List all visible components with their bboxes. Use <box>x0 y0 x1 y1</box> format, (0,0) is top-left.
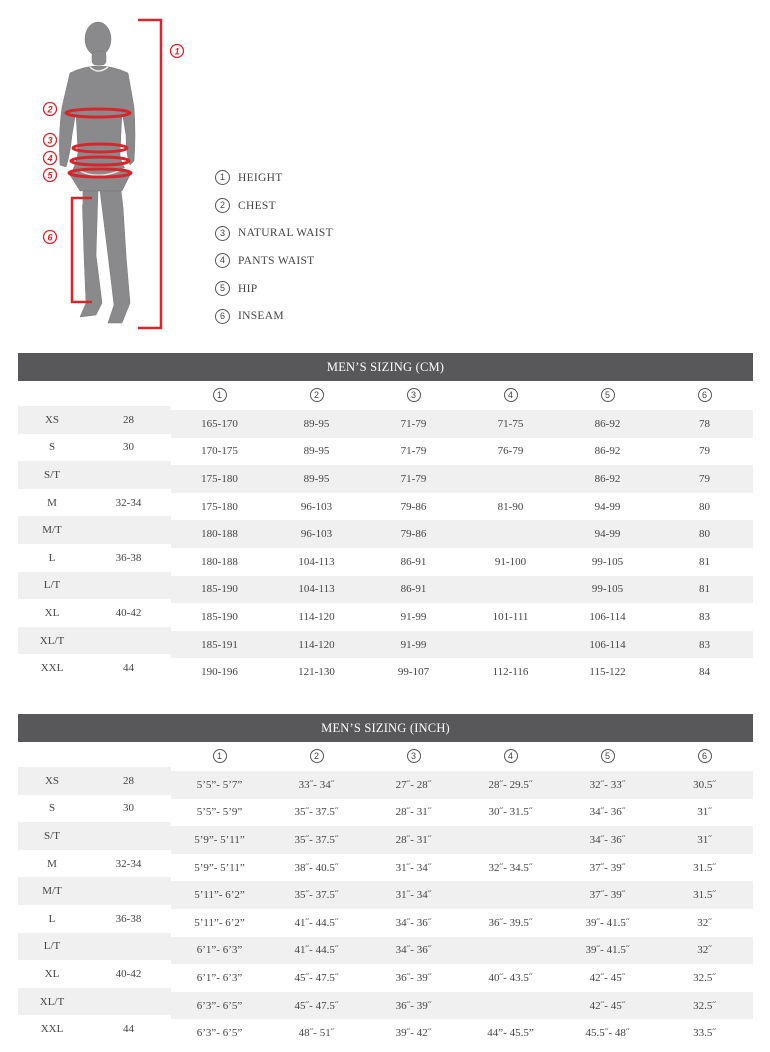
measurement-cell: 45.5˝- 48˝ <box>585 1027 630 1040</box>
column-header <box>462 381 559 409</box>
sizing-table-cm <box>18 353 753 685</box>
table-row <box>18 991 753 1019</box>
measurement-cell: 114-120 <box>298 610 335 623</box>
measurement-cell: 106-114 <box>559 631 656 659</box>
size-cell: S/T <box>18 461 86 489</box>
measurement-cell: 40˝- 43.5˝ <box>488 971 533 984</box>
legend-item-chest <box>215 192 333 220</box>
size-cell: M <box>47 496 57 509</box>
measurement-cell: 28˝- 31˝ <box>395 806 432 819</box>
measurement-cell: 39˝- 42˝ <box>395 1027 432 1040</box>
table-title: MEN’S SIZING (CM) <box>18 353 753 381</box>
measurement-cell: 32.5˝ <box>693 971 716 984</box>
column-number-badge: 2 <box>310 388 324 402</box>
measurement-cell: 91-99 <box>400 610 427 623</box>
waist-size-cell: 40-42 <box>115 606 142 619</box>
measurement-cell: 31˝ <box>656 826 753 854</box>
measurement-cell: 39˝- 41.5˝ <box>585 916 630 929</box>
measurement-cell: 30˝- 31.5˝ <box>488 806 533 819</box>
measurement-cell: 170-175 <box>201 445 238 458</box>
column-number-badge: 6 <box>698 749 712 763</box>
measurement-cell: 39˝- 41.5˝ <box>559 937 656 965</box>
figure-marker-2: 2 <box>47 104 53 115</box>
table-row <box>18 630 753 658</box>
measurement-cell <box>462 881 559 909</box>
legend-number: 5 <box>215 281 230 296</box>
measurement-cell: 86-92 <box>559 410 656 438</box>
column-header <box>559 742 656 770</box>
measurement-cell: 31.5˝ <box>693 861 716 874</box>
measurement-cell: 32˝- 33˝ <box>559 771 656 799</box>
table-row <box>18 437 753 465</box>
table-row <box>18 492 753 520</box>
column-header <box>656 381 753 409</box>
legend-number: 1 <box>215 170 230 185</box>
measurement-cell: 104-113 <box>298 555 335 568</box>
table-row <box>18 908 753 936</box>
measurement-cell: 94-99 <box>594 500 621 513</box>
measurement-cell: 121-130 <box>298 666 335 679</box>
measurement-cell: 27˝- 28˝ <box>365 771 462 799</box>
size-cell: L <box>48 551 56 564</box>
size-cell: M/T <box>18 877 86 905</box>
measurement-cell: 32˝ <box>656 937 753 965</box>
size-cell: XL <box>44 967 60 980</box>
measurement-cell: 44”- 45.5” <box>487 1027 534 1040</box>
figure-marker-1: 1 <box>174 46 180 57</box>
measurement-cell: 31˝- 34˝ <box>365 881 462 909</box>
measurement-legend <box>215 164 333 330</box>
measurement-cell: 5’11”- 6’2” <box>194 916 245 929</box>
table-row <box>18 409 753 437</box>
column-header <box>656 742 753 770</box>
column-number-badge: 1 <box>213 749 227 763</box>
measurement-cell: 35˝- 37.5˝ <box>294 806 339 819</box>
measurement-cell: 99-107 <box>397 666 430 679</box>
waist-size-cell <box>86 933 171 961</box>
measurement-cell: 114-120 <box>268 631 365 659</box>
column-number-badge: 3 <box>407 749 421 763</box>
size-cell: L/T <box>18 933 86 961</box>
column-header <box>559 381 656 409</box>
measurement-cell: 41˝- 44.5˝ <box>294 916 339 929</box>
measurement-cell: 79-86 <box>365 520 462 548</box>
measurement-cell: 78 <box>656 410 753 438</box>
size-cell: XS <box>18 406 86 434</box>
measurement-cell: 5’9”- 5’11” <box>171 826 268 854</box>
size-cell: M/T <box>18 516 86 544</box>
measurement-cell: 6’3”- 6’5” <box>196 1027 243 1040</box>
table-row <box>18 853 753 881</box>
column-number-badge: 5 <box>601 388 615 402</box>
column-header <box>365 742 462 770</box>
measurement-cell: 89-95 <box>268 465 365 493</box>
measurement-cell: 37˝- 39˝ <box>589 861 626 874</box>
waist-size-cell: 44 <box>123 1023 134 1036</box>
measurement-cell: 34˝- 36˝ <box>589 806 626 819</box>
figure-marker-6: 6 <box>47 232 53 243</box>
measurement-cell <box>462 826 559 854</box>
measurement-cell <box>462 576 559 604</box>
legend-label: NATURAL WAIST <box>238 227 333 240</box>
size-cell: XXL <box>40 1023 64 1036</box>
measurement-cell: 31˝ <box>697 806 712 819</box>
measurement-cell: 48˝- 51˝ <box>298 1027 335 1040</box>
figure-marker-4: 4 <box>47 153 53 164</box>
measurement-cell: 185-191 <box>171 631 268 659</box>
legend-item-pants-waist <box>215 247 333 275</box>
size-cell: M <box>47 857 57 870</box>
measurement-cell: 34˝- 36˝ <box>559 826 656 854</box>
column-header <box>268 742 365 770</box>
table-row <box>18 602 753 630</box>
header-blank-cell <box>86 742 171 770</box>
measurement-cell: 6’1”- 6’3” <box>171 937 268 965</box>
measurement-cell: 71-79 <box>400 445 427 458</box>
measurement-cell: 81 <box>656 576 753 604</box>
table-row <box>18 963 753 991</box>
header-blank-cell <box>18 381 86 409</box>
measurement-cell: 81 <box>699 555 711 568</box>
size-cell: XXL <box>40 662 64 675</box>
table-row <box>18 880 753 908</box>
measurement-cell: 106-114 <box>589 610 626 623</box>
waist-size-cell: 28 <box>86 406 171 434</box>
legend-number: 6 <box>215 309 230 324</box>
measurement-cell: 35˝- 37.5˝ <box>268 881 365 909</box>
measurement-cell: 38˝- 40.5˝ <box>294 861 339 874</box>
table-header-row <box>18 742 753 770</box>
table-row <box>18 770 753 798</box>
measurement-cell: 71-75 <box>462 410 559 438</box>
column-number-badge: 4 <box>504 749 518 763</box>
table-row <box>18 825 753 853</box>
waist-size-cell <box>86 516 171 544</box>
measurement-cell: 99-105 <box>559 576 656 604</box>
waist-size-cell: 36-38 <box>115 551 142 564</box>
measurement-cell: 36˝- 39.5˝ <box>488 916 533 929</box>
waist-size-cell <box>86 822 171 850</box>
measurement-cell <box>462 465 559 493</box>
measurement-cell: 115-122 <box>589 666 626 679</box>
measurement-cell: 86-92 <box>559 465 656 493</box>
waist-size-cell <box>86 572 171 600</box>
measurement-cell: 33.5˝ <box>693 1027 716 1040</box>
size-cell: L <box>48 912 56 925</box>
measurement-cell: 185-190 <box>201 610 238 623</box>
table-row <box>18 519 753 547</box>
measurement-cell: 45˝- 47.5˝ <box>268 992 365 1020</box>
legend-label: INSEAM <box>238 310 284 323</box>
table-title: MEN’S SIZING (INCH) <box>18 714 753 742</box>
measurement-cell: 34˝- 36˝ <box>365 937 462 965</box>
measurement-cell: 5’9”- 5’11” <box>194 861 245 874</box>
waist-size-cell: 28 <box>86 767 171 795</box>
measurement-cell: 6’1”- 6’3” <box>196 971 243 984</box>
table-header-row <box>18 381 753 409</box>
column-header <box>171 742 268 770</box>
measurement-cell: 71-79 <box>365 465 462 493</box>
size-cell: XL <box>44 606 60 619</box>
measurement-cell: 96-103 <box>268 520 365 548</box>
waist-size-cell: 32-34 <box>115 857 142 870</box>
waist-size-cell: 32-34 <box>115 496 142 509</box>
measurement-cell: 99-105 <box>591 555 624 568</box>
figure-marker-5: 5 <box>47 170 53 181</box>
legend-number: 4 <box>215 253 230 268</box>
legend-item-natural-waist <box>215 219 333 247</box>
waist-size-cell: 30 <box>123 802 134 815</box>
table-row <box>18 657 753 685</box>
sizing-table-inch <box>18 714 753 1046</box>
measurement-cell: 91-99 <box>365 631 462 659</box>
waist-size-cell <box>86 877 171 905</box>
legend-number: 3 <box>215 226 230 241</box>
table-row <box>18 936 753 964</box>
measurement-cell: 80 <box>699 500 711 513</box>
size-cell: S/T <box>18 822 86 850</box>
measurement-cell: 101-111 <box>492 610 529 623</box>
measurement-cell <box>462 520 559 548</box>
measurement-cell: 5’5”- 5’9” <box>196 806 243 819</box>
measurement-cell: 165-170 <box>171 410 268 438</box>
column-number-badge: 6 <box>698 388 712 402</box>
measurement-cell: 83 <box>699 610 711 623</box>
measurement-cell: 96-103 <box>300 500 333 513</box>
measurement-cell: 81-90 <box>497 500 524 513</box>
measurement-cell: 45˝- 47.5˝ <box>294 971 339 984</box>
size-cell: S <box>48 441 56 454</box>
body-measurement-figure <box>30 15 200 335</box>
table-row <box>18 547 753 575</box>
measurement-cell: 41˝- 44.5˝ <box>268 937 365 965</box>
measurement-cell: 83 <box>656 631 753 659</box>
measurement-cell: 86-92 <box>594 445 621 458</box>
legend-label: HIP <box>238 282 258 295</box>
measurement-cell: 33˝- 34˝ <box>268 771 365 799</box>
measurement-cell: 36˝- 39˝ <box>365 992 462 1020</box>
measurement-cell: 30.5˝ <box>656 771 753 799</box>
measurement-cell: 34˝- 36˝ <box>395 916 432 929</box>
legend-label: PANTS WAIST <box>238 254 315 267</box>
measurement-cell: 37˝- 39˝ <box>559 881 656 909</box>
measurement-cell: 31˝- 34˝ <box>395 861 432 874</box>
measurement-cell: 79 <box>699 445 711 458</box>
measurement-cell: 42˝- 45˝ <box>589 971 626 984</box>
waist-size-cell <box>86 988 171 1016</box>
measurement-cell: 5’5”- 5’7” <box>171 771 268 799</box>
legend-item-inseam <box>215 302 333 330</box>
waist-size-cell: 44 <box>123 662 134 675</box>
measurement-cell: 180-188 <box>171 520 268 548</box>
column-number-badge: 2 <box>310 749 324 763</box>
measurement-cell: 32.5˝ <box>656 992 753 1020</box>
measurement-cell: 104-113 <box>268 576 365 604</box>
measurement-cell: 112-116 <box>492 666 529 679</box>
table-row <box>18 798 753 826</box>
column-header <box>268 381 365 409</box>
header-blank-cell <box>18 742 86 770</box>
legend-number: 2 <box>215 198 230 213</box>
column-number-badge: 5 <box>601 749 615 763</box>
measurement-cell <box>462 631 559 659</box>
waist-size-cell: 40-42 <box>115 967 142 980</box>
measurement-cell: 6’3”- 6’5” <box>171 992 268 1020</box>
measurement-cell: 79 <box>656 465 753 493</box>
measurement-cell: 86-91 <box>400 555 427 568</box>
measurement-cell: 86-91 <box>365 576 462 604</box>
column-number-badge: 4 <box>504 388 518 402</box>
waist-size-cell: 30 <box>123 441 134 454</box>
measurement-cell <box>462 992 559 1020</box>
measurement-cell: 190-196 <box>201 666 238 679</box>
measurement-cell: 94-99 <box>559 520 656 548</box>
measurement-cell: 91-100 <box>494 555 527 568</box>
measurement-cell: 175-180 <box>201 500 238 513</box>
column-header <box>365 381 462 409</box>
size-cell: XL/T <box>18 627 86 655</box>
measurement-cell <box>462 937 559 965</box>
waist-size-cell <box>86 461 171 489</box>
mannequin-illustration <box>30 15 200 335</box>
waist-size-cell: 36-38 <box>115 912 142 925</box>
measurement-cell: 32˝- 34.5˝ <box>488 861 533 874</box>
measurement-cell: 80 <box>656 520 753 548</box>
column-number-badge: 3 <box>407 388 421 402</box>
size-cell: XS <box>18 767 86 795</box>
measurement-cell: 79-86 <box>400 500 427 513</box>
measurement-cell: 28˝- 31˝ <box>365 826 462 854</box>
table-row <box>18 464 753 492</box>
figure-marker-3: 3 <box>47 135 53 146</box>
measurement-cell: 89-95 <box>303 445 330 458</box>
size-cell: XL/T <box>18 988 86 1016</box>
measurement-cell: 31.5˝ <box>656 881 753 909</box>
measurement-cell: 5’11”- 6’2” <box>171 881 268 909</box>
measurement-cell: 71-79 <box>365 410 462 438</box>
column-number-badge: 1 <box>213 388 227 402</box>
size-cell: L/T <box>18 572 86 600</box>
size-cell: S <box>48 802 56 815</box>
measurement-cell: 180-188 <box>201 555 238 568</box>
header-blank-cell <box>86 381 171 409</box>
legend-item-height <box>215 164 333 192</box>
measurement-cell: 35˝- 37.5˝ <box>268 826 365 854</box>
legend-item-hip <box>215 275 333 303</box>
measurement-cell: 28˝- 29.5˝ <box>462 771 559 799</box>
measurement-cell: 185-190 <box>171 576 268 604</box>
measurement-cell: 89-95 <box>268 410 365 438</box>
waist-size-cell <box>86 627 171 655</box>
measurement-cell: 175-180 <box>171 465 268 493</box>
legend-label: CHEST <box>238 199 276 212</box>
legend-label: HEIGHT <box>238 171 283 184</box>
table-row <box>18 1018 753 1046</box>
measurement-cell: 76-79 <box>497 445 524 458</box>
measurement-cell: 36˝- 39˝ <box>395 971 432 984</box>
measurement-cell: 32˝ <box>697 916 712 929</box>
measurement-cell: 84 <box>699 666 711 679</box>
measurement-cell: 42˝- 45˝ <box>559 992 656 1020</box>
table-row <box>18 575 753 603</box>
column-header <box>462 742 559 770</box>
column-header <box>171 381 268 409</box>
